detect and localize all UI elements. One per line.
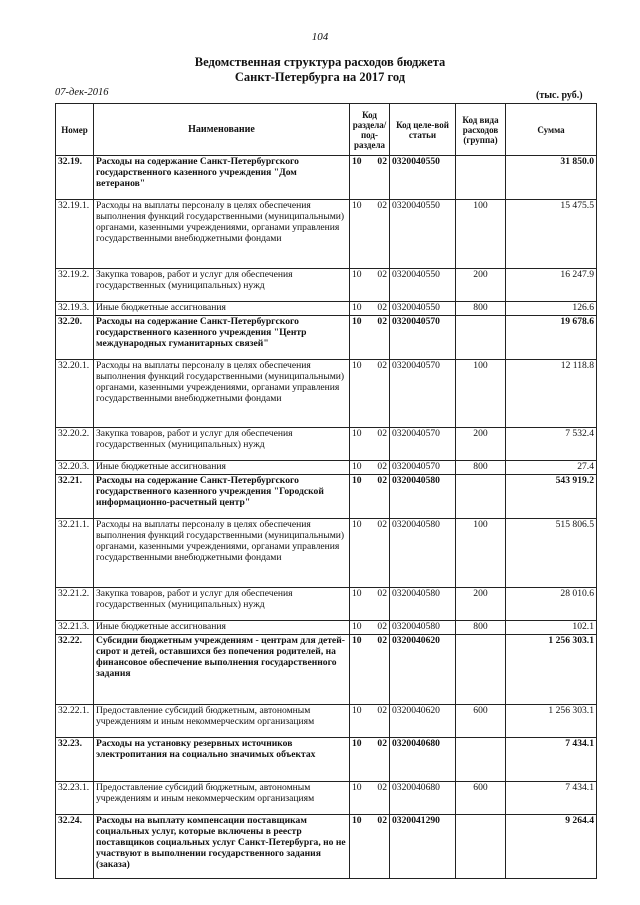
row-target-code: 0320040580 xyxy=(390,621,456,635)
row-section-sub: 02 xyxy=(377,782,387,793)
header-number: Номер xyxy=(56,104,94,156)
row-sum: 126.6 xyxy=(506,302,597,316)
row-kind-code: 100 xyxy=(456,360,506,428)
row-number: 32.22.1. xyxy=(56,705,94,738)
title-line-1: Ведомственная структура расходов бюджета xyxy=(194,55,446,69)
row-kind-code: 200 xyxy=(456,269,506,302)
row-sum: 515 806.5 xyxy=(506,519,597,588)
row-kind-code: 800 xyxy=(456,302,506,316)
row-section-sub: 02 xyxy=(377,200,387,211)
row-section-sub: 02 xyxy=(377,705,387,716)
row-section xyxy=(350,269,390,302)
row-name: Иные бюджетные ассигнования xyxy=(94,302,350,316)
row-sum: 27.4 xyxy=(506,461,597,475)
row-section-main: 10 xyxy=(352,156,362,167)
row-section-sub: 02 xyxy=(377,302,387,313)
row-kind-code xyxy=(456,156,506,200)
row-number: 32.22. xyxy=(56,635,94,705)
table-header-row xyxy=(56,104,597,156)
row-target-code: 0320041290 xyxy=(390,815,456,879)
row-name: Расходы на установку резервных источников электропитания на социально значимых объектах xyxy=(94,738,350,782)
row-section-main: 10 xyxy=(352,316,362,327)
table-row xyxy=(56,588,597,621)
row-number: 32.20. xyxy=(56,316,94,360)
row-section xyxy=(350,815,390,879)
row-section xyxy=(350,156,390,200)
row-section-sub: 02 xyxy=(377,621,387,632)
row-section xyxy=(350,475,390,519)
header-target: Код целе-вой статьи xyxy=(390,104,456,156)
row-name: Закупка товаров, работ и услуг для обеспечения государственных (муниципальных) нужд xyxy=(94,588,350,621)
row-number: 32.20.2. xyxy=(56,428,94,461)
row-sum: 7 434.1 xyxy=(506,782,597,815)
row-section xyxy=(350,519,390,588)
row-target-code: 0320040550 xyxy=(390,269,456,302)
row-number: 32.19. xyxy=(56,156,94,200)
header-kind: Код вида расходов (группа) xyxy=(456,104,506,156)
budget-table xyxy=(55,103,597,879)
row-kind-code: 600 xyxy=(456,782,506,815)
row-section-main: 10 xyxy=(352,621,362,632)
table-row xyxy=(56,815,597,879)
row-target-code: 0320040580 xyxy=(390,588,456,621)
row-section-sub: 02 xyxy=(377,156,387,167)
row-target-code: 0320040680 xyxy=(390,782,456,815)
row-kind-code xyxy=(456,316,506,360)
row-section xyxy=(350,705,390,738)
row-target-code: 0320040550 xyxy=(390,200,456,269)
header-section: Код раздела/ под-раздела xyxy=(350,104,390,156)
row-section-main: 10 xyxy=(352,360,362,371)
row-section xyxy=(350,316,390,360)
row-section-main: 10 xyxy=(352,705,362,716)
row-section-main: 10 xyxy=(352,461,362,472)
row-kind-code xyxy=(456,635,506,705)
row-sum: 543 919.2 xyxy=(506,475,597,519)
row-kind-code: 100 xyxy=(456,200,506,269)
row-sum: 19 678.6 xyxy=(506,316,597,360)
table-row xyxy=(56,475,597,519)
row-name: Субсидии бюджетным учреждениям - центрам для детей-сирот и детей, оставшихся без попечения родителей, на финансовое обеспечение выполнения государственного задания xyxy=(94,635,350,705)
row-section-sub: 02 xyxy=(377,316,387,327)
table-row xyxy=(56,302,597,316)
row-name: Расходы на выплаты персоналу в целях обеспечения выполнения функций государственными (муниципальными) органами, казенными учреждениями, органами управления государственными внебюджетными фондами xyxy=(94,519,350,588)
row-number: 32.21.3. xyxy=(56,621,94,635)
row-name: Иные бюджетные ассигнования xyxy=(94,461,350,475)
row-section xyxy=(350,461,390,475)
row-name: Закупка товаров, работ и услуг для обеспечения государственных (муниципальных) нужд xyxy=(94,428,350,461)
row-section-sub: 02 xyxy=(377,815,387,826)
table-row xyxy=(56,316,597,360)
table-row xyxy=(56,156,597,200)
table-row xyxy=(56,738,597,782)
row-number: 32.21.2. xyxy=(56,588,94,621)
row-section xyxy=(350,588,390,621)
row-number: 32.23.1. xyxy=(56,782,94,815)
title-line-2: Санкт-Петербурга на 2017 год xyxy=(234,70,406,84)
row-section-sub: 02 xyxy=(377,269,387,280)
row-sum: 7 532.4 xyxy=(506,428,597,461)
row-number: 32.21. xyxy=(56,475,94,519)
row-sum: 16 247.9 xyxy=(506,269,597,302)
table-row xyxy=(56,428,597,461)
row-number: 32.19.1. xyxy=(56,200,94,269)
row-section xyxy=(350,738,390,782)
row-target-code: 0320040570 xyxy=(390,461,456,475)
row-number: 32.23. xyxy=(56,738,94,782)
row-kind-code: 200 xyxy=(456,588,506,621)
row-section-main: 10 xyxy=(352,519,362,530)
row-name: Расходы на содержание Санкт-Петербургского государственного казенного учреждения "Городской информационно-расчетный центр" xyxy=(94,475,350,519)
row-kind-code xyxy=(456,738,506,782)
row-section-main: 10 xyxy=(352,635,362,646)
row-section xyxy=(350,621,390,635)
row-name: Иные бюджетные ассигнования xyxy=(94,621,350,635)
table-row xyxy=(56,519,597,588)
row-kind-code xyxy=(456,815,506,879)
row-name: Расходы на выплаты персоналу в целях обеспечения выполнения функций государственными (муниципальными) органами, казенными учреждениями, органами управления государственными внебюджетными фондами xyxy=(94,360,350,428)
row-sum: 31 850.0 xyxy=(506,156,597,200)
row-section xyxy=(350,782,390,815)
table-row xyxy=(56,621,597,635)
row-target-code: 0320040570 xyxy=(390,316,456,360)
table-row xyxy=(56,360,597,428)
row-number: 32.20.1. xyxy=(56,360,94,428)
row-sum: 9 264.4 xyxy=(506,815,597,879)
row-section-sub: 02 xyxy=(377,635,387,646)
row-name: Расходы на содержание Санкт-Петербургского государственного казенного учреждения "Дом ветеранов" xyxy=(94,156,350,200)
row-section-sub: 02 xyxy=(377,475,387,486)
row-number: 32.19.2. xyxy=(56,269,94,302)
row-section-sub: 02 xyxy=(377,519,387,530)
header-name: Наименование xyxy=(94,104,350,156)
row-name: Расходы на содержание Санкт-Петербургского государственного казенного учреждения "Центр международных гуманитарных связей" xyxy=(94,316,350,360)
table-row xyxy=(56,200,597,269)
row-target-code: 0320040580 xyxy=(390,519,456,588)
page-number: 104 xyxy=(311,31,329,43)
row-kind-code xyxy=(456,475,506,519)
row-kind-code: 800 xyxy=(456,621,506,635)
row-section xyxy=(350,428,390,461)
row-section-sub: 02 xyxy=(377,738,387,749)
row-number: 32.24. xyxy=(56,815,94,879)
table-row xyxy=(56,461,597,475)
row-section-main: 10 xyxy=(352,302,362,313)
row-sum: 15 475.5 xyxy=(506,200,597,269)
row-section-main: 10 xyxy=(352,200,362,211)
document-title xyxy=(0,55,640,85)
table-body xyxy=(56,156,597,879)
row-section-main: 10 xyxy=(352,475,362,486)
row-section-sub: 02 xyxy=(377,428,387,439)
table-row xyxy=(56,269,597,302)
row-name: Предоставление субсидий бюджетным, автономным учреждениям и иным некоммерческим организациям xyxy=(94,782,350,815)
row-section-sub: 02 xyxy=(377,588,387,599)
table-row xyxy=(56,705,597,738)
row-number: 32.20.3. xyxy=(56,461,94,475)
row-name: Закупка товаров, работ и услуг для обеспечения государственных (муниципальных) нужд xyxy=(94,269,350,302)
row-section xyxy=(350,360,390,428)
row-sum: 1 256 303.1 xyxy=(506,635,597,705)
row-sum: 102.1 xyxy=(506,621,597,635)
row-section-sub: 02 xyxy=(377,461,387,472)
row-name: Расходы на выплату компенсации поставщикам социальных услуг, которые включены в реестр поставщиков социальных услуг Санкт-Петербурга, но не участвуют в выполнении государственного задания (заказа) xyxy=(94,815,350,879)
row-target-code: 0320040570 xyxy=(390,428,456,461)
row-kind-code: 800 xyxy=(456,461,506,475)
row-sum: 7 434.1 xyxy=(506,738,597,782)
table-row xyxy=(56,782,597,815)
row-name: Расходы на выплаты персоналу в целях обеспечения выполнения функций государственными (муниципальными) органами, казенными учреждениями, органами управления государственными внебюджетными фондами xyxy=(94,200,350,269)
row-section xyxy=(350,635,390,705)
row-section-main: 10 xyxy=(352,738,362,749)
row-section-main: 10 xyxy=(352,269,362,280)
row-section-main: 10 xyxy=(352,428,362,439)
row-kind-code: 200 xyxy=(456,428,506,461)
row-target-code: 0320040550 xyxy=(390,156,456,200)
units-label: (тыс. руб.) xyxy=(536,90,583,101)
row-sum: 1 256 303.1 xyxy=(506,705,597,738)
row-section-sub: 02 xyxy=(377,360,387,371)
row-section xyxy=(350,200,390,269)
table-row xyxy=(56,635,597,705)
row-section-main: 10 xyxy=(352,782,362,793)
header-sum: Сумма xyxy=(506,104,597,156)
row-number: 32.19.3. xyxy=(56,302,94,316)
row-sum: 12 118.8 xyxy=(506,360,597,428)
row-target-code: 0320040580 xyxy=(390,475,456,519)
row-kind-code: 100 xyxy=(456,519,506,588)
row-name: Предоставление субсидий бюджетным, автономным учреждениям и иным некоммерческим организациям xyxy=(94,705,350,738)
row-target-code: 0320040570 xyxy=(390,360,456,428)
row-kind-code: 600 xyxy=(456,705,506,738)
row-section-main: 10 xyxy=(352,815,362,826)
row-number: 32.21.1. xyxy=(56,519,94,588)
row-section xyxy=(350,302,390,316)
row-target-code: 0320040680 xyxy=(390,738,456,782)
row-sum: 28 010.6 xyxy=(506,588,597,621)
row-target-code: 0320040620 xyxy=(390,635,456,705)
row-target-code: 0320040620 xyxy=(390,705,456,738)
row-section-main: 10 xyxy=(352,588,362,599)
document-date: 07-дек-2016 xyxy=(55,87,109,98)
row-target-code: 0320040550 xyxy=(390,302,456,316)
